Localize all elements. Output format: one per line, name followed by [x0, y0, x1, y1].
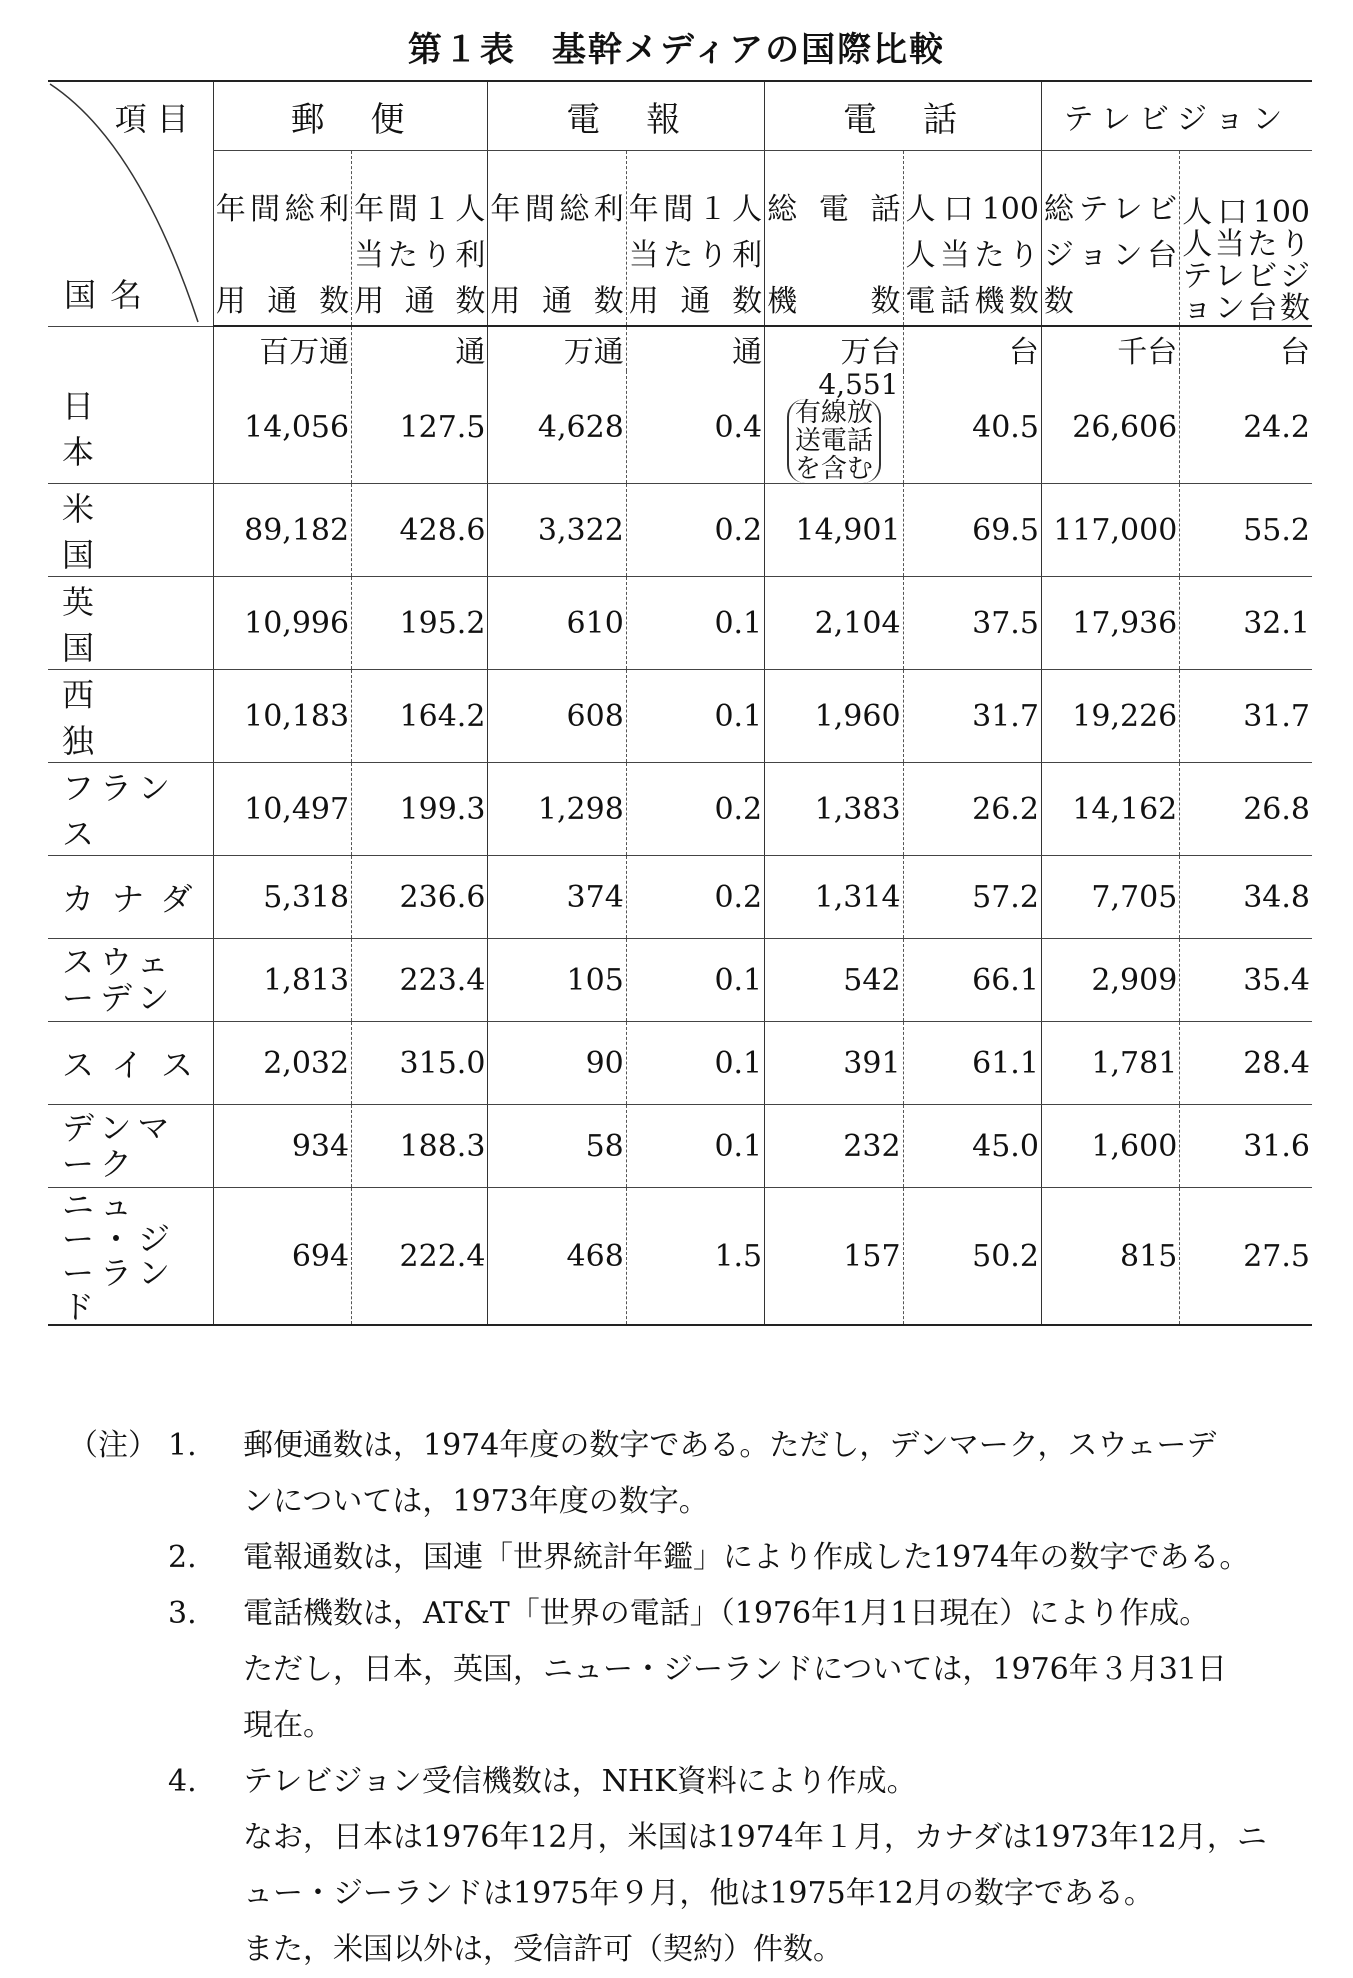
value-cell: 188.3	[352, 1105, 488, 1188]
table-row-switzerland	[48, 1022, 1312, 1105]
value-cell: 468	[488, 1188, 626, 1326]
value-cell: 5,318	[213, 856, 351, 939]
value-cell: 7,705	[1041, 856, 1179, 939]
table-row-new-zealand	[48, 1188, 1312, 1326]
value-cell: 28.4	[1180, 1022, 1312, 1105]
value-cell: 1,813	[213, 939, 351, 1022]
country-name: 西 独	[48, 670, 213, 763]
value-cell: 31.7	[1180, 670, 1312, 763]
table-row-west-germany	[48, 670, 1312, 763]
header-postal-total: 年間総利 用通数	[213, 151, 351, 327]
value-cell: 0.2	[626, 763, 764, 856]
note-number: 1.	[168, 1428, 197, 1463]
value-cell: 127.5	[352, 371, 488, 484]
value-cell: 17,936	[1041, 577, 1179, 670]
note-line: ただし，日本，英国，ニュー・ジーランドについては，1976年３月31日	[243, 1652, 1227, 1687]
value-cell: 428.6	[352, 484, 488, 577]
value-cell: 0.2	[626, 856, 764, 939]
header-telegraph-per-capita: 年間１人 当たり利 用通数	[626, 151, 764, 327]
value-cell: 0.1	[626, 939, 764, 1022]
header-corner-cell	[48, 81, 213, 326]
header-telegraph-total: 年間総利 用通数	[488, 151, 626, 327]
comparison-table	[48, 80, 1312, 1326]
country-name: フランス	[48, 763, 213, 856]
value-cell: 50.2	[903, 1188, 1041, 1326]
value-cell: 232	[765, 1105, 903, 1188]
header-country-label: 国名	[64, 275, 157, 314]
value-cell: 815	[1041, 1188, 1179, 1326]
unit-cell: 万台	[765, 326, 903, 371]
value-cell: 10,183	[213, 670, 351, 763]
table-row-usa	[48, 484, 1312, 577]
note-line: 電報通数は，国連「世界統計年鑑」により作成した1974年の数字である。	[243, 1540, 1250, 1575]
value-cell: 157	[765, 1188, 903, 1326]
value-cell: 26,606	[1041, 371, 1179, 484]
value-cell: 27.5	[1180, 1188, 1312, 1326]
value-cell: 223.4	[352, 939, 488, 1022]
value-cell: 35.4	[1180, 939, 1312, 1022]
value-cell: 58	[488, 1105, 626, 1188]
value-cell: 31.6	[1180, 1105, 1312, 1188]
value-cell: 31.7	[903, 670, 1041, 763]
value-cell: 0.1	[626, 1022, 764, 1105]
country-name: スウェーデン	[48, 939, 213, 1022]
value-cell: 199.3	[352, 763, 488, 856]
value-cell: 32.1	[1180, 577, 1312, 670]
value-cell: 2,909	[1041, 939, 1179, 1022]
table-notes	[68, 1418, 1318, 1978]
value-cell: 105	[488, 939, 626, 1022]
header-phone-per-100: 人口100 人当たり 電話機数	[903, 151, 1041, 327]
value-cell: 934	[213, 1105, 351, 1188]
note-line: また，米国以外は，受信許可（契約）件数。	[243, 1932, 843, 1967]
value-cell: 26.2	[903, 763, 1041, 856]
value-cell: 89,182	[213, 484, 351, 577]
table-row-japan	[48, 371, 1312, 484]
header-tv-total: 総テレビ ジョン台 数	[1041, 151, 1179, 327]
header-group-row	[48, 81, 1312, 151]
value-cell: 45.0	[903, 1105, 1041, 1188]
note-line: 電話機数は，AT&T「世界の電話」（1976年1月1日現在）により作成。	[243, 1596, 1210, 1631]
unit-cell: 通	[626, 326, 764, 371]
page-title: 第１表 基幹メディアの国際比較	[407, 30, 946, 70]
value-cell: 55.2	[1180, 484, 1312, 577]
value-cell: 90	[488, 1022, 626, 1105]
value-cell: 222.4	[352, 1188, 488, 1326]
note-line: なお，日本は1976年12月，米国は1974年１月，カナダは1973年12月，ニ	[243, 1820, 1267, 1855]
value-cell: 10,497	[213, 763, 351, 856]
note-item	[68, 1586, 1318, 1754]
value-cell: 608	[488, 670, 626, 763]
value-cell: 19,226	[1041, 670, 1179, 763]
value-cell: 694	[213, 1188, 351, 1326]
country-name: 日 本	[48, 371, 213, 484]
value-cell: 1,314	[765, 856, 903, 939]
value-cell: 14,162	[1041, 763, 1179, 856]
value-cell: 1,781	[1041, 1022, 1179, 1105]
comparison-table-wrapper	[48, 80, 1312, 1326]
value-cell: 4,551	[818, 368, 899, 401]
note-number: 2.	[168, 1540, 197, 1575]
value-cell: 14,056	[213, 371, 351, 484]
units-row	[48, 326, 1312, 371]
unit-cell: 通	[352, 326, 488, 371]
table-row-denmark	[48, 1105, 1312, 1188]
value-cell: 315.0	[352, 1022, 488, 1105]
note-item	[68, 1754, 1318, 1978]
value-cell: 0.2	[626, 484, 764, 577]
header-phone-total: 総電話 機 数	[765, 151, 903, 327]
unit-cell: 台	[1180, 326, 1312, 371]
value-cell: 164.2	[352, 670, 488, 763]
value-cell: 0.1	[626, 1105, 764, 1188]
value-cell: 10,996	[213, 577, 351, 670]
note-line: ンについては，1973年度の数字。	[243, 1484, 709, 1519]
value-cell: 236.6	[352, 856, 488, 939]
header-tv-per-100: 人口100 人当たり テレビジ ョン台数	[1180, 151, 1312, 327]
value-cell: 69.5	[903, 484, 1041, 577]
country-name: カナダ	[48, 856, 213, 939]
country-name: デンマーク	[48, 1105, 213, 1188]
value-cell: 57.2	[903, 856, 1041, 939]
value-cell: 37.5	[903, 577, 1041, 670]
note-number: 4.	[168, 1764, 197, 1799]
value-cell: 24.2	[1180, 371, 1312, 484]
value-cell: 26.8	[1180, 763, 1312, 856]
value-cell: 34.8	[1180, 856, 1312, 939]
unit-cell: 千台	[1041, 326, 1179, 371]
country-name: 英 国	[48, 577, 213, 670]
phone-total-with-note	[765, 368, 903, 484]
value-cell: 610	[488, 577, 626, 670]
unit-cell: 万通	[488, 326, 626, 371]
phone-note-parenthetical: 有線放 送電話 を含む	[787, 399, 881, 483]
value-cell: 542	[765, 939, 903, 1022]
note-line: 現在。	[243, 1708, 333, 1743]
table-row-sweden	[48, 939, 1312, 1022]
header-group-postal: 郵便	[213, 81, 488, 151]
unit-cell: 台	[903, 326, 1041, 371]
value-cell: 391	[765, 1022, 903, 1105]
value-cell: 117,000	[1041, 484, 1179, 577]
note-line: ュー・ジーランドは1975年９月，他は1975年12月の数字である。	[243, 1876, 1154, 1911]
header-group-television: テレビジョン	[1041, 81, 1312, 151]
country-name: スイス	[48, 1022, 213, 1105]
note-line: テレビジョン受信機数は，NHK資料により作成。	[243, 1764, 917, 1799]
table-row-france	[48, 763, 1312, 856]
value-cell: 0.1	[626, 577, 764, 670]
value-cell: 3,322	[488, 484, 626, 577]
value-cell: 61.1	[903, 1022, 1041, 1105]
value-cell: 2,104	[765, 577, 903, 670]
value-cell: 4,628	[488, 371, 626, 484]
value-cell: 0.4	[626, 371, 764, 484]
note-item	[68, 1530, 1318, 1586]
value-cell: 1,383	[765, 763, 903, 856]
value-cell: 14,901	[765, 484, 903, 577]
value-cell: 66.1	[903, 939, 1041, 1022]
value-cell: 195.2	[352, 577, 488, 670]
table-row-uk	[48, 577, 1312, 670]
note-item	[68, 1418, 1318, 1530]
notes-heading: （注）	[68, 1428, 158, 1463]
value-cell: 1.5	[626, 1188, 764, 1326]
country-name: ニュー・ジーランド	[48, 1188, 213, 1326]
value-cell: 0.1	[626, 670, 764, 763]
header-item-label: 項目	[114, 100, 199, 138]
value-cell: 1,600	[1041, 1105, 1179, 1188]
value-cell: 2,032	[213, 1022, 351, 1105]
value-cell: 1,298	[488, 763, 626, 856]
value-cell: 1,960	[765, 670, 903, 763]
header-postal-per-capita: 年間１人 当たり利 用通数	[352, 151, 488, 327]
table-row-canada	[48, 856, 1312, 939]
note-line: 郵便通数は，1974年度の数字である。ただし，デンマーク，スウェーデ	[243, 1428, 1217, 1463]
value-cell: 40.5	[903, 371, 1041, 484]
country-name: 米 国	[48, 484, 213, 577]
header-group-telephone: 電話	[765, 81, 1042, 151]
header-sub-row	[48, 151, 1312, 327]
note-number: 3.	[168, 1596, 197, 1631]
value-cell: 374	[488, 856, 626, 939]
header-group-telegraph: 電報	[488, 81, 765, 151]
unit-cell: 百万通	[213, 326, 351, 371]
